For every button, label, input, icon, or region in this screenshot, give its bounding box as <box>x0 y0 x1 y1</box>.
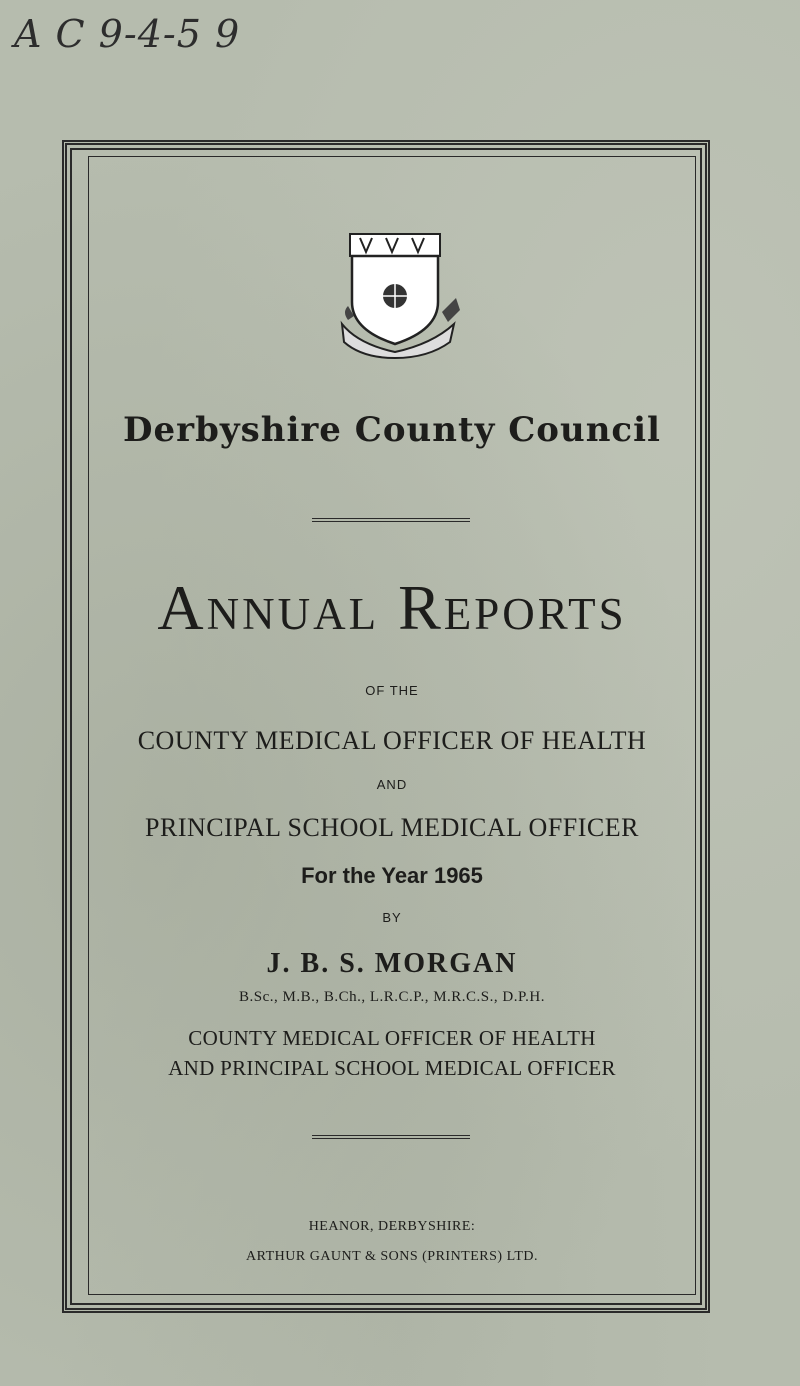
divider-lower <box>312 1135 470 1139</box>
council-name: Derbyshire County Council <box>123 410 661 450</box>
author-role-line-2: AND PRINCIPAL SCHOOL MEDICAL OFFICER <box>168 1056 616 1080</box>
office-line-2: PRINCIPAL SCHOOL MEDICAL OFFICER <box>145 813 639 842</box>
divider-upper <box>312 518 470 522</box>
printer-location: HEANOR, DERBYSHIRE: <box>308 1219 476 1234</box>
report-year: For the Year 1965 <box>301 863 483 888</box>
author-role-line-1: COUNTY MEDICAL OFFICER OF HEALTH <box>188 1026 596 1050</box>
report-title: Annual Reports <box>157 572 627 643</box>
author-name: J. B. S. MORGAN <box>266 948 518 979</box>
by-label: BY <box>382 910 402 925</box>
and-label: AND <box>376 777 408 792</box>
printer-name: ARTHUR GAUNT & SONS (PRINTERS) LTD. <box>245 1249 539 1264</box>
of-the-label: OF THE <box>365 683 419 698</box>
handwritten-annotation: A C 9-4-5 9 <box>14 12 241 56</box>
author-degrees: B.Sc., M.B., B.Ch., L.R.C.P., M.R.C.S., D.P.H. <box>239 989 545 1005</box>
county-crest-icon <box>338 232 462 360</box>
office-line-1: COUNTY MEDICAL OFFICER OF HEALTH <box>137 726 647 755</box>
